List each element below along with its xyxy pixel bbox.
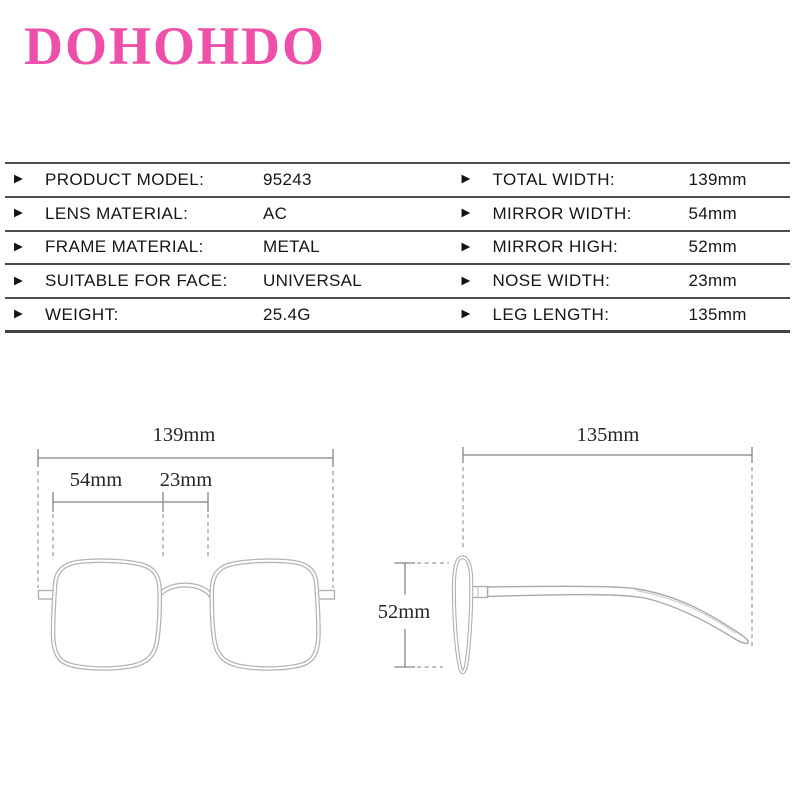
- spec-cell-nose-width: [398, 265, 791, 297]
- spec-cell-total-width: [398, 164, 791, 196]
- spec-label: LEG LENGTH:: [492, 304, 610, 324]
- triangle-bullet-icon: ▶: [14, 274, 23, 287]
- spec-value: 25.4G: [263, 304, 311, 324]
- temple-length-dim-label: 135mm: [576, 424, 640, 446]
- table-row: [5, 198, 790, 232]
- side-view: [378, 424, 752, 672]
- triangle-bullet-icon: ▶: [14, 206, 23, 219]
- total-width-dim-label: 139mm: [152, 424, 216, 446]
- spec-label: MIRROR WIDTH:: [492, 203, 632, 223]
- spec-table: [5, 162, 790, 333]
- spec-cell-weight: [5, 299, 398, 330]
- spec-value: 95243: [263, 169, 312, 189]
- triangle-bullet-icon: ▶: [14, 240, 23, 253]
- nose-width-dim-label: 23mm: [159, 469, 213, 491]
- spec-label: SUITABLE FOR FACE:: [45, 271, 228, 291]
- spec-value: 23mm: [688, 271, 737, 291]
- front-view: [38, 424, 335, 669]
- spec-value: METAL: [263, 237, 320, 257]
- lens-width-dim-label: 54mm: [69, 469, 123, 491]
- spec-value: UNIVERSAL: [263, 271, 363, 291]
- triangle-bullet-icon: ▶: [461, 173, 471, 186]
- glasses-front-drawing: [39, 561, 335, 669]
- spec-cell-product-model: [5, 164, 398, 196]
- triangle-bullet-icon: ▶: [461, 274, 471, 287]
- triangle-bullet-icon: ▶: [14, 307, 23, 320]
- table-row: [5, 164, 790, 198]
- table-row: [5, 265, 790, 299]
- spec-label: PRODUCT MODEL:: [45, 169, 205, 189]
- triangle-bullet-icon: ▶: [461, 206, 471, 219]
- spec-label: NOSE WIDTH:: [492, 271, 611, 291]
- lens-height-dim-label: 52mm: [377, 601, 431, 623]
- spec-label: TOTAL WIDTH:: [492, 169, 616, 189]
- triangle-bullet-icon: ▶: [461, 307, 471, 320]
- table-row: [5, 232, 790, 266]
- glasses-side-drawing: [454, 557, 748, 672]
- spec-cell-mirror-high: [398, 232, 791, 264]
- spec-cell-leg-length: [398, 299, 791, 330]
- spec-label: FRAME MATERIAL:: [45, 237, 204, 257]
- spec-cell-mirror-width: [398, 198, 791, 230]
- table-row: [5, 299, 790, 333]
- triangle-bullet-icon: ▶: [14, 173, 23, 186]
- spec-value: 54mm: [688, 203, 737, 223]
- triangle-bullet-icon: ▶: [461, 240, 471, 253]
- spec-cell-frame-material: [5, 232, 398, 264]
- spec-cell-suitable-face: [5, 265, 398, 297]
- spec-value: 52mm: [688, 237, 737, 257]
- spec-cell-lens-material: [5, 198, 398, 230]
- spec-label: LENS MATERIAL:: [45, 203, 189, 223]
- spec-value: 135mm: [688, 304, 747, 324]
- brand-logo: DOHOHDO: [24, 16, 327, 76]
- spec-value: AC: [263, 203, 288, 223]
- spec-value: 139mm: [688, 169, 747, 189]
- spec-label: WEIGHT:: [45, 304, 119, 324]
- glasses-diagram: [0, 415, 800, 715]
- spec-label: MIRROR HIGH:: [492, 237, 619, 257]
